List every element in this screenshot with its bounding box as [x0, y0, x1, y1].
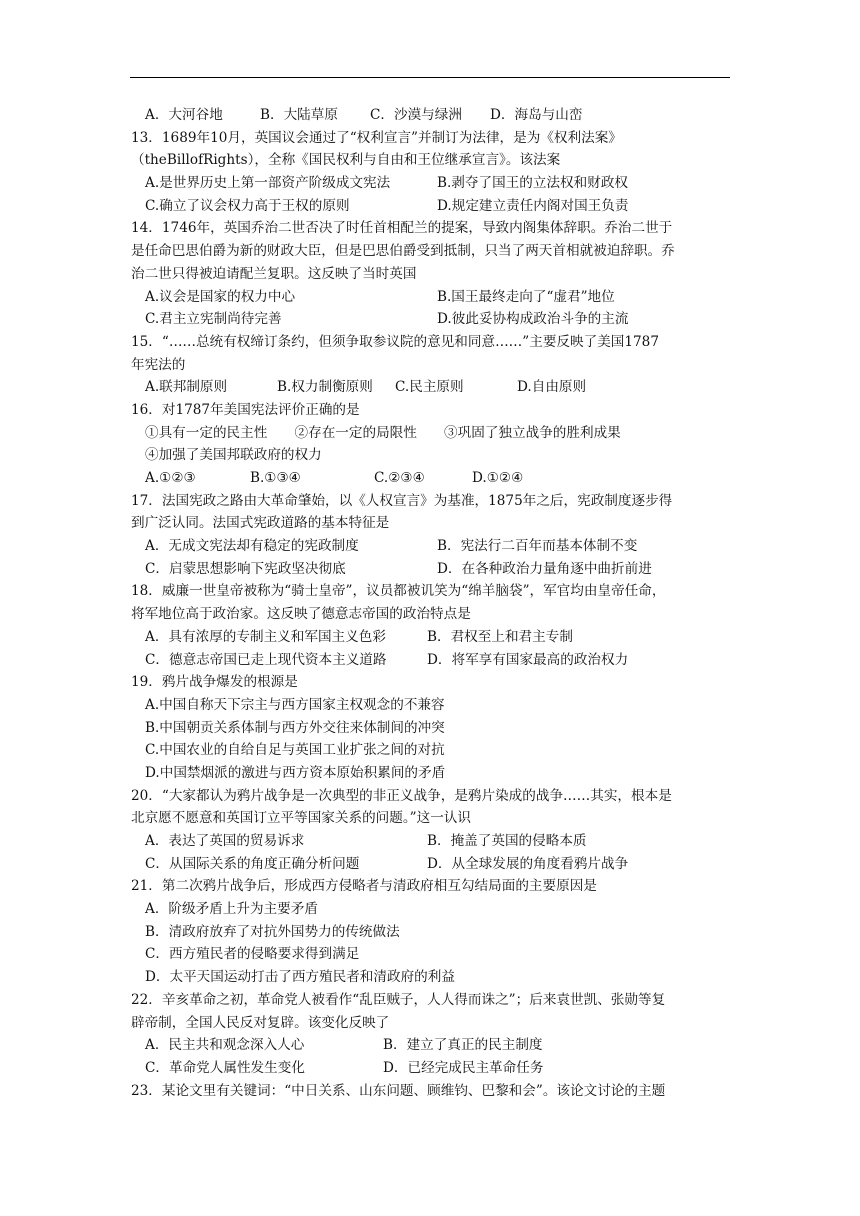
option: A.是世界历史上第一部资产阶级成文宪法 [145, 175, 391, 192]
option: B.国王最终走向了“虚君”地位 [437, 288, 615, 305]
option: B.①③④ [250, 470, 301, 486]
question-16-stem: 16．对1787年美国宪法评价正确的是 [131, 401, 360, 418]
question-16-items: ①具有一定的民主性 ②存在一定的局限性 ③巩固了独立战争的胜利成果 [145, 424, 621, 441]
options-row [131, 195, 731, 218]
options-row [131, 853, 731, 876]
option: C．德意志帝国已走上现代资本主义道路 [145, 651, 387, 668]
option: A．阶级矛盾上升为主要矛盾 [145, 901, 318, 918]
options-row [131, 286, 731, 309]
option: D．在各种政治力量角逐中曲折前进 [437, 560, 652, 577]
question-15-stem: 15．“……总统有权缔订条约，但须争取参议院的意见和同意……”主要反映了美国1787 [131, 333, 659, 350]
option: B．掩盖了英国的侵略本质 [427, 833, 587, 849]
question-13-stem: 13．1689年10月，英国议会通过了“权利宣言”并制订为法律，是为《权利法案》 [131, 129, 622, 146]
options-row [131, 376, 731, 399]
header-rule [130, 77, 730, 78]
options-row [131, 1034, 731, 1057]
option: C．启蒙思想影响下宪政坚决彻底 [145, 560, 346, 577]
options-row [131, 830, 731, 853]
question-14-stem: 是任命巴思伯爵为新的财政大臣，但是巴思伯爵受到抵制，只当了两天首相就被迫辞职。乔 [131, 243, 675, 260]
option: B.权力制衡原则 [277, 379, 373, 396]
question-19-stem: 19．鸦片战争爆发的根源是 [131, 674, 298, 691]
option: A．无成文宪法却有稳定的宪政制度 [145, 538, 359, 555]
question-17-stem: 到广泛认同。法国式宪政道路的基本特征是 [131, 515, 390, 532]
option: A.议会是国家的权力中心 [145, 288, 296, 305]
question-18-stem: 18．威廉一世皇帝被称为“骑士皇帝”，议员都被讥笑为“绵羊脑袋”，军官均由皇帝任命， [131, 583, 666, 600]
options-row [131, 535, 731, 558]
option: D.自由原则 [517, 379, 587, 396]
option: D．已经完成民主革命任务 [383, 1059, 544, 1076]
option: D．海岛与山峦 [490, 107, 583, 123]
option: C.确立了议会权力高于王权的原则 [145, 197, 350, 214]
options-row [131, 626, 731, 649]
option: D.中国禁烟派的激进与西方资本原始积累间的矛盾 [145, 764, 446, 781]
options-row [131, 467, 731, 490]
option: C.君主立宪制尚待完善 [145, 311, 282, 328]
question-22-stem: 辟帝制，全国人民反对复辟。该变化反映了 [131, 1014, 390, 1031]
option: C．从国际关系的角度正确分析问题 [145, 855, 360, 872]
option: D.彼此妥协构成政治斗争的主流 [437, 311, 629, 328]
question-22-stem: 22．辛亥革命之初，革命党人被看作“乱臣贼子，人人得而诛之”；后来袁世凯、张勋等复 [131, 991, 666, 1008]
option: A.联邦制原则 [145, 379, 228, 396]
option: B．宪法行二百年而基本体制不变 [437, 538, 638, 555]
option: B．大陆草原 [260, 107, 338, 123]
option: A.①②③ [145, 470, 196, 486]
question-21-stem: 21．第二次鸦片战争后，形成西方侵略者与清政府相互勾结局面的主要原因是 [131, 878, 597, 895]
option: A．具有浓厚的专制主义和军国主义色彩 [145, 628, 386, 645]
question-23-stem: 23．某论文里有关键词：“中日关系、山东问题、顾维钧、巴黎和会”。该论文讨论的主题 [131, 1082, 666, 1099]
options-row [131, 558, 731, 581]
options-row [131, 104, 731, 127]
question-14-stem: 14．1746年，英国乔治二世否决了时任首相配兰的提案，导致内阁集体辞职。乔治二世于 [131, 220, 673, 237]
option: B.剥夺了国王的立法权和财政权 [437, 175, 629, 192]
options-row [131, 649, 731, 672]
option: B．清政府放弃了对抗外国势力的传统做法 [145, 923, 400, 940]
option: C．革命党人属性发生变化 [145, 1059, 305, 1076]
option: C．西方殖民者的侵略要求得到满足 [145, 946, 360, 963]
option: A．民主共和观念深入人心 [145, 1037, 305, 1054]
options-row [131, 1057, 731, 1080]
option: D．将军享有国家最高的政治权力 [427, 651, 629, 668]
question-20-stem: 20．“大家都认为鸦片战争是一次典型的非正义战争，是鸦片染成的战争……其实，根本是 [131, 787, 672, 804]
option: C．沙漠与绿洲 [370, 107, 462, 123]
option: A.中国自称天下宗主与西方国家主权观念的不兼容 [145, 696, 445, 713]
option: D．太平天国运动打击了西方殖民者和清政府的利益 [145, 969, 455, 986]
option: C.民主原则 [395, 379, 464, 396]
option: A．表达了英国的贸易诉求 [145, 833, 305, 849]
question-17-stem: 17．法国宪政之路由大革命肇始，以《人权宣言》为基准，1875年之后，宪政制度逐步得 [131, 492, 673, 509]
question-16-items: ④加强了美国邦联政府的权力 [145, 447, 322, 464]
question-13-stem: （theBillofRights），全称《国民权利与自由和王位继承宣言》。该法案 [131, 152, 561, 169]
question-14-stem: 治二世只得被迫请配兰复职。这反映了当时英国 [131, 265, 417, 282]
option: D.规定建立责任内阁对国王负责 [437, 197, 629, 214]
question-18-stem: 将军地位高于政治家。这反映了德意志帝国的政治特点是 [131, 606, 471, 623]
option: B.中国朝贡关系体制与西方外交往来体制间的冲突 [145, 719, 445, 736]
exam-page [131, 104, 731, 1102]
option: C.②③④ [374, 470, 425, 486]
question-15-stem: 年宪法的 [131, 356, 186, 373]
option: A．大河谷地 [145, 107, 223, 123]
question-20-stem: 北京愿不愿意和英国订立平等国家关系的问题。”这一认识 [131, 810, 471, 827]
option: D．从全球发展的角度看鸦片战争 [427, 855, 629, 872]
option: D.①②④ [472, 470, 524, 486]
option: B．建立了真正的民主制度 [383, 1037, 543, 1054]
option: B．君权至上和君主专制 [427, 628, 573, 645]
option: C.中国农业的自给自足与英国工业扩张之间的对抗 [145, 742, 445, 759]
options-row [131, 308, 731, 331]
options-row [131, 172, 731, 195]
